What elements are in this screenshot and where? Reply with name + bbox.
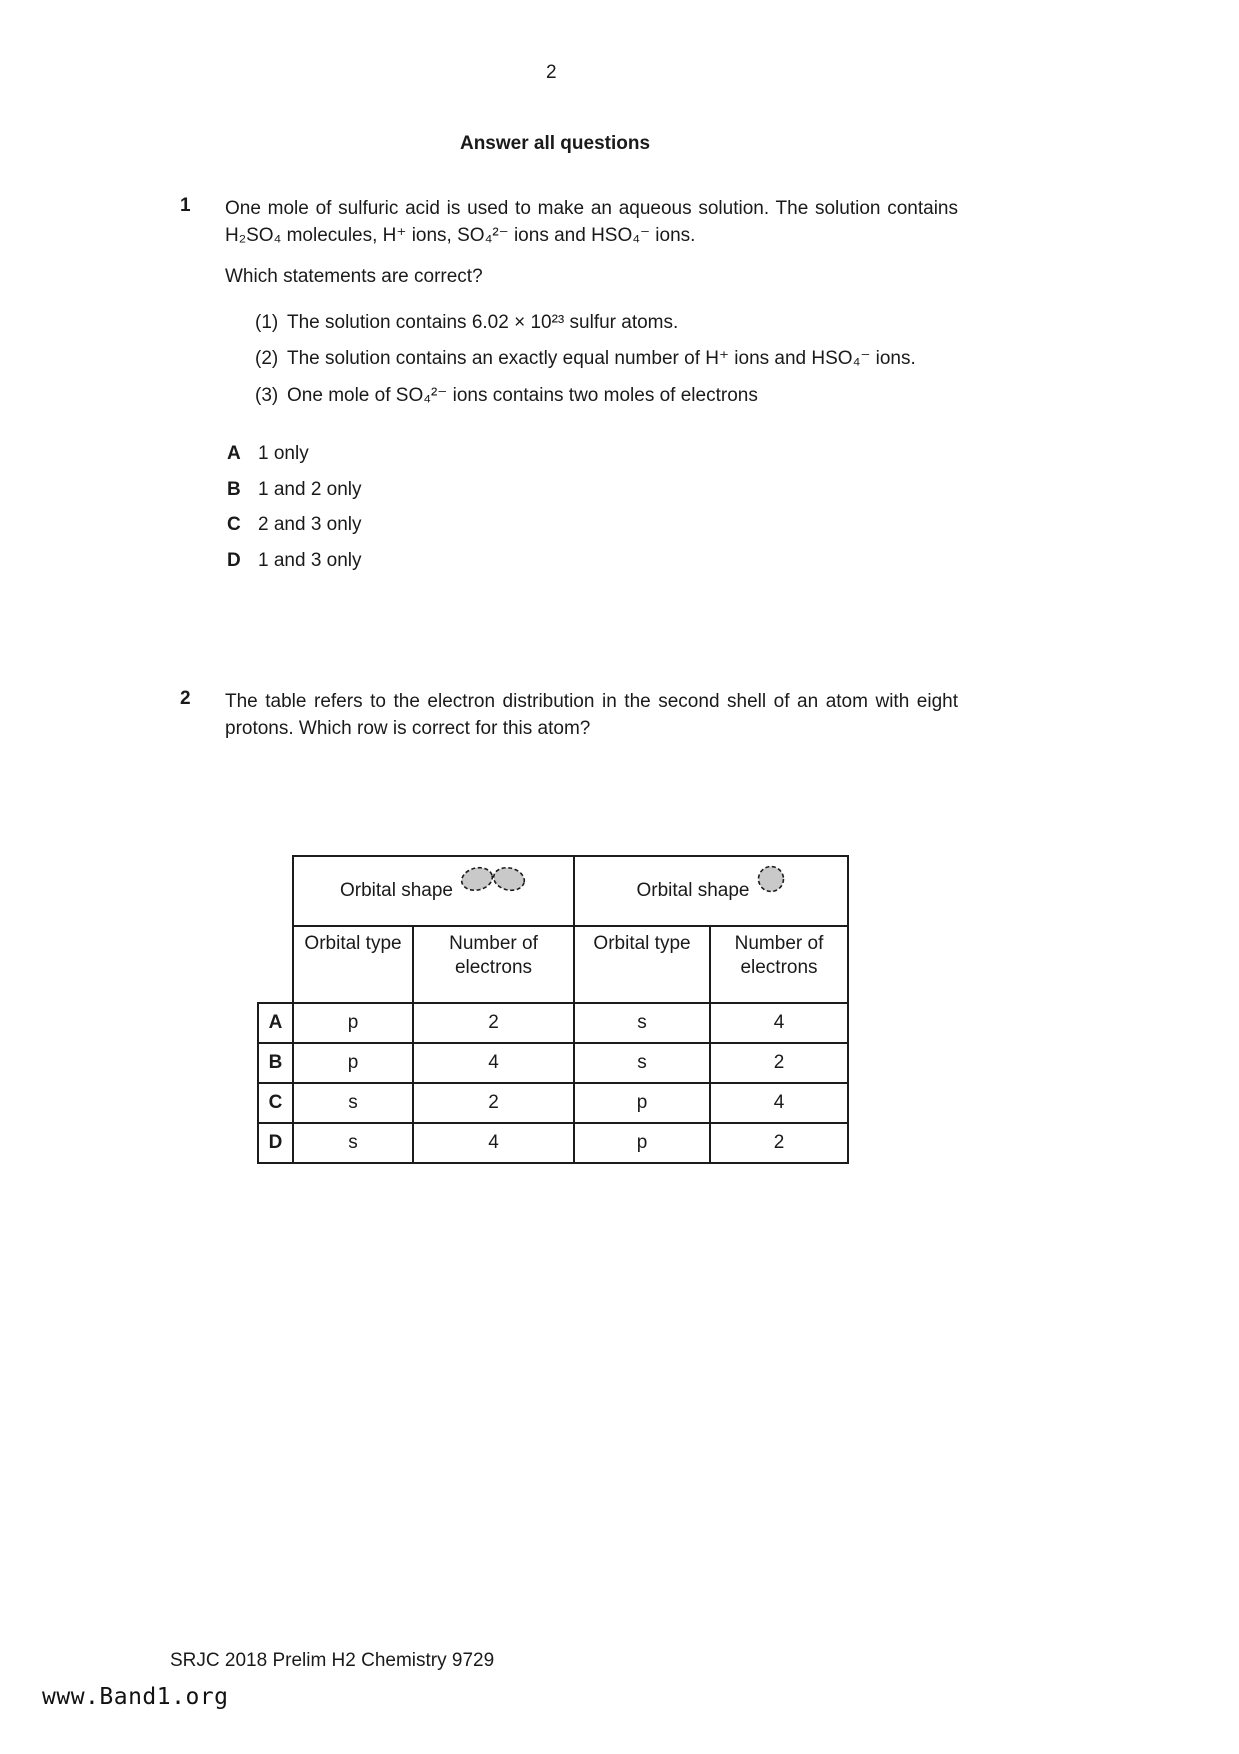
table-row-c xyxy=(258,1083,848,1123)
row-d-cell-2: 4 xyxy=(413,1123,574,1163)
row-b-cell-4: 2 xyxy=(710,1043,848,1083)
column-header-orbital-type-2: Orbital type xyxy=(574,926,710,1003)
watermark-url: www.Band1.org xyxy=(42,1684,229,1710)
group-header-p-label: Orbital shape xyxy=(339,880,453,901)
table-ghost-cell xyxy=(258,926,293,1003)
row-b-cell-1: p xyxy=(293,1043,413,1083)
question-1-line-1: One mole of sulfuric acid is used to make an aqueous solution. The solution contains xyxy=(225,198,958,219)
statement-3-text: One mole of SO₄²⁻ ions contains two moles of electrons xyxy=(287,385,758,406)
p-orbital-icon xyxy=(459,860,527,904)
question-1-number: 1 xyxy=(180,195,191,216)
group-header-p xyxy=(293,856,574,926)
row-d-label: D xyxy=(258,1123,293,1163)
option-d xyxy=(225,550,625,576)
row-a-label: A xyxy=(258,1003,293,1043)
group-header-s-label: Orbital shape xyxy=(636,880,750,901)
table-ghost-cell xyxy=(258,856,293,926)
statement-2-marker: (2) xyxy=(255,348,279,369)
table-row-b xyxy=(258,1043,848,1083)
question-2-line-1: The table refers to the electron distribution in the second shell of an atom with eight xyxy=(225,691,958,712)
column-header-orbital-type-1: Orbital type xyxy=(293,926,413,1003)
table-row-a xyxy=(258,1003,848,1043)
question-2-line-2: protons. Which row is correct for this atom? xyxy=(225,718,591,739)
option-c-letter: C xyxy=(227,514,241,535)
row-d-cell-4: 2 xyxy=(710,1123,848,1163)
row-a-cell-3: s xyxy=(574,1003,710,1043)
option-d-text: 1 and 3 only xyxy=(258,550,362,571)
question-1-text xyxy=(225,195,958,249)
option-d-letter: D xyxy=(227,550,241,571)
row-a-cell-2: 2 xyxy=(413,1003,574,1043)
page-number: 2 xyxy=(546,62,557,83)
option-a-text: 1 only xyxy=(258,443,309,464)
column-header-electrons-2-text: Number of electrons xyxy=(734,933,824,978)
row-d-cell-3: p xyxy=(574,1123,710,1163)
statement-1-text: The solution contains 6.02 × 10²³ sulfur atoms. xyxy=(287,312,679,333)
option-a xyxy=(225,443,625,469)
option-b-letter: B xyxy=(227,479,241,500)
option-b xyxy=(225,479,625,505)
statement-1-marker: (1) xyxy=(255,312,279,333)
option-b-text: 1 and 2 only xyxy=(258,479,362,500)
question-2-number: 2 xyxy=(180,688,191,709)
row-a-cell-4: 4 xyxy=(710,1003,848,1043)
row-c-cell-1: s xyxy=(293,1083,413,1123)
option-a-letter: A xyxy=(227,443,241,464)
orbital-table-column-header-row xyxy=(258,926,848,1003)
row-a-cell-1: p xyxy=(293,1003,413,1043)
row-c-cell-2: 2 xyxy=(413,1083,574,1123)
column-header-electrons-1 xyxy=(413,926,574,1003)
question-1-prompt: Which statements are correct? xyxy=(225,266,483,287)
orbital-table-group-header-row xyxy=(258,856,848,926)
group-header-s xyxy=(574,856,848,926)
table-row-d xyxy=(258,1123,848,1163)
option-c xyxy=(225,514,625,540)
row-c-cell-4: 4 xyxy=(710,1083,848,1123)
s-orbital-icon xyxy=(756,864,786,900)
statement-3-marker: (3) xyxy=(255,385,279,406)
row-b-cell-2: 4 xyxy=(413,1043,574,1083)
orbital-table xyxy=(257,855,849,1164)
footer-text: SRJC 2018 Prelim H2 Chemistry 9729 xyxy=(170,1650,495,1671)
statement-2-text: The solution contains an exactly equal number of H⁺ ions and HSO₄⁻ ions. xyxy=(287,348,916,369)
option-c-text: 2 and 3 only xyxy=(258,514,362,535)
section-heading: Answer all questions xyxy=(459,133,651,154)
row-d-cell-1: s xyxy=(293,1123,413,1163)
column-header-electrons-2 xyxy=(710,926,848,1003)
row-c-label: C xyxy=(258,1083,293,1123)
question-2-text xyxy=(225,688,958,742)
row-c-cell-3: p xyxy=(574,1083,710,1123)
row-b-cell-3: s xyxy=(574,1043,710,1083)
question-1-line-2: H₂SO₄ molecules, H⁺ ions, SO₄²⁻ ions and HSO₄⁻ ions. xyxy=(225,225,696,246)
row-b-label: B xyxy=(258,1043,293,1083)
column-header-electrons-1-text: Number of electrons xyxy=(449,933,538,978)
